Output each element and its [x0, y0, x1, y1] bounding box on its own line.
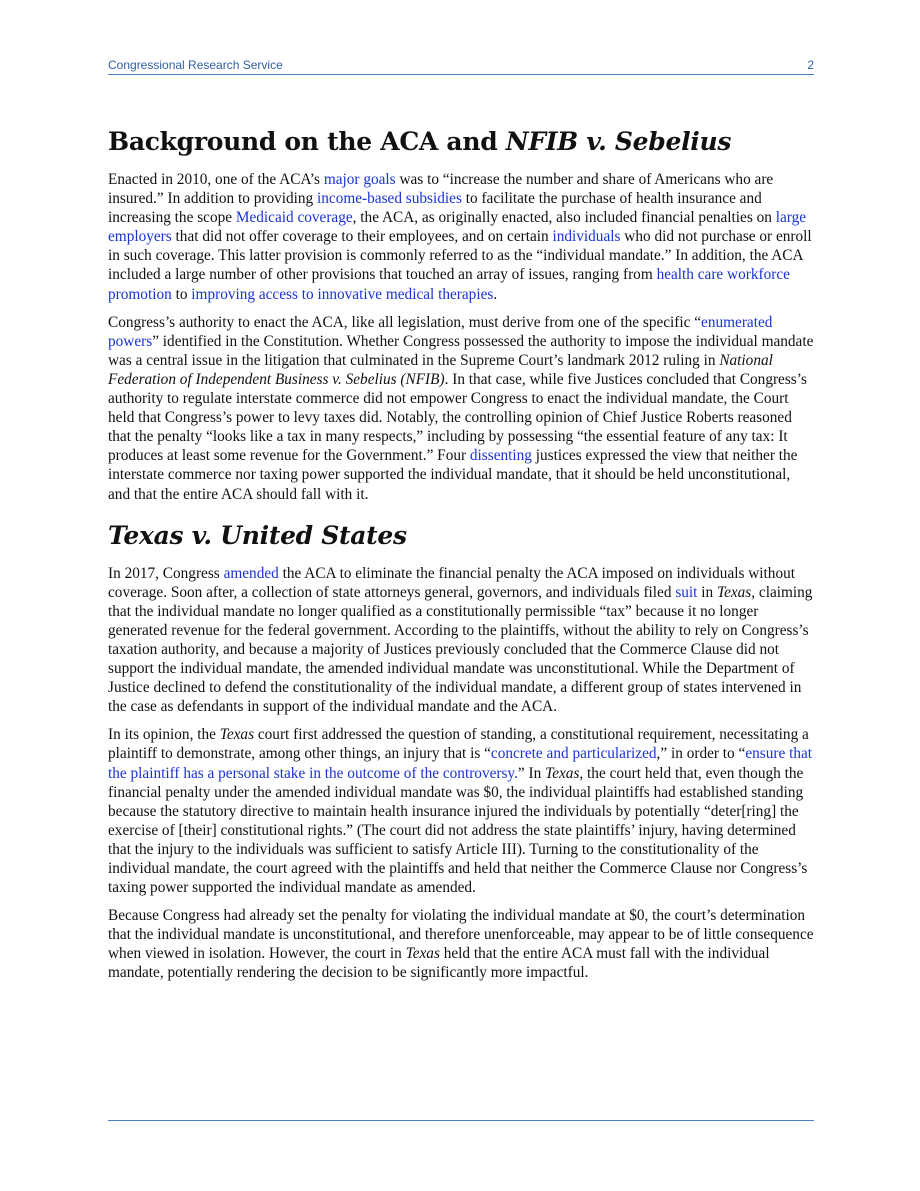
text-run: . In that case, while five Justices concluded that Congress’s authority to regulate interstate commerce did not empower Congress to enact the individual mandate, the Court held that Congress’s power to levy taxes did. Notably, the controlling opinion of Chief Justice Roberts reasoned that the penalty “looks like a tax in many respects,” including by possessing “the essential feature of any tax: It produces at least some revenue for the Government.” Four [108, 370, 807, 465]
text-run: held that the entire ACA must fall with the individual mandate, potentially rendering the decision to be significantly more impactful. [108, 945, 770, 982]
heading-texas-v-united-states: Texas v. United States [108, 520, 407, 550]
text-run: court first addressed the question of standing, a constitutional requirement, necessitating a plaintiff to demonstrate, among other things, an injury that is “ [108, 726, 809, 763]
paragraph-background-2 [108, 313, 814, 504]
header-organization: Congressional Research Service [108, 58, 283, 72]
text-run: justices expressed the view that neither the interstate commerce nor taxing power supported the individual mandate, that it should be held unconstitutional, and that the entire ACA should fall with it. [108, 447, 798, 503]
heading-background-text: Background on the ACA and [108, 127, 506, 156]
document-body [108, 124, 814, 992]
footer-rule [108, 1120, 814, 1121]
text-run: In 2017, Congress [108, 564, 224, 582]
text-run: to facilitate the purchase of health insurance and increasing the scope [108, 190, 762, 227]
link-health-care-workforce-promotion[interactable]: health care workforce promotion [108, 266, 790, 303]
link-income-based-subsidies[interactable]: income-based subsidies [317, 190, 462, 208]
text-run: In its opinion, the [108, 726, 220, 744]
paragraph-texas-3 [108, 906, 814, 982]
text-run: ” In [517, 764, 546, 782]
text-run: to [171, 285, 192, 303]
link-dissenting[interactable]: dissenting [469, 447, 532, 465]
case-name-texas: Texas [545, 764, 580, 782]
link-suit[interactable]: suit [675, 583, 698, 601]
text-run: ” identified in the Constitution. Whether Congress possessed the authority to impose the individual mandate was a central issue in the litigation that culminated in the Supreme Court’s landmark 2012 ruling in [108, 332, 814, 369]
text-run: , the ACA, as originally enacted, also included financial penalties on [352, 209, 776, 227]
case-name-nfib: National Federation of Independent Business v. Sebelius (NFIB) [108, 351, 773, 388]
text-run: ,” in order to “ [656, 745, 746, 763]
running-header [108, 58, 814, 75]
page-number: 2 [807, 58, 814, 72]
text-run: , claiming that the individual mandate no longer qualified as a constitutionally permissible “tax” because it no longer generated revenue for the federal government. According to the plaintiffs, without the ability to rely on Congress’s taxation authority, and because a majority of Justices previously concluded that the Commerce Clause did not support the individual mandate, the amended individual mandate was unconstitutional. While the Department of Justice declined to defend the constitutionality of the individual mandate, a different group of states intervened in the case as defendants in support of the individual mandate and the ACA. [108, 583, 813, 716]
heading-background-case: NFIB v. Sebelius [505, 127, 732, 156]
link-enumerated-powers[interactable]: enumerated powers [108, 313, 773, 350]
text-run: , the court held that, even though the financial penalty under the amended individual mandate was $0, the individual plaintiffs had established standing because the statutory directive to maintain health insurance injured the individuals by potentially “deter[ring] the exercise of [their] constitutional rights.” (The court did not address the state plaintiffs’ injury, having determined that the injury to the individuals was sufficient to satisfy Article III). Turning to the constitutionality of the individual mandate, the court agreed with the plaintiffs and held that neither the Commerce Clause nor Congress’s taxing power supported the individual mandate as amended. [108, 764, 808, 897]
paragraph-texas-2 [108, 725, 814, 897]
link-large-employers[interactable]: large employers [108, 209, 807, 246]
text-run: Because Congress had already set the penalty for violating the individual mandate at $0, the court’s determination that the individual mandate is unconstitutional, and therefore unenforceable, may appear to be of little consequence when viewed in isolation. However, the court in [108, 907, 814, 963]
text-run: Enacted in 2010, one of the ACA’s [108, 171, 324, 188]
text-run: was to “increase the number and share of Americans who are insured.” In addition to providing [108, 171, 774, 208]
case-name-texas: Texas [405, 945, 440, 963]
text-run: in [697, 583, 717, 601]
text-run: Congress’s authority to enact the ACA, like all legislation, must derive from one of the specific “ [108, 313, 702, 331]
paragraph-texas-1 [108, 564, 814, 717]
text-run: who did not purchase or enroll in such coverage. This latter provision is commonly referred to as the “individual mandate.” In addition, the ACA included a large number of other provisions that touched an array of issues, ranging from [108, 228, 812, 284]
link-medicaid-coverage[interactable]: Medicaid coverage [235, 209, 353, 227]
paragraph-background-1 [108, 170, 814, 304]
case-name-texas: Texas [716, 583, 752, 601]
link-major-goals[interactable]: major goals [323, 171, 396, 188]
case-name-texas: Texas [219, 726, 255, 744]
link-individuals[interactable]: individuals [552, 228, 621, 246]
text-run: that did not offer coverage to their employees, and on certain [171, 228, 553, 246]
heading-background [108, 124, 814, 160]
link-improving-access-therapies[interactable]: improving access to innovative medical therapies [191, 285, 494, 303]
link-amended[interactable]: amended [223, 564, 279, 582]
text-run: . [493, 285, 498, 303]
link-personal-stake[interactable]: ensure that the plaintiff has a personal stake in the outcome of the controversy. [108, 745, 813, 782]
text-run: the ACA to eliminate the financial penalty the ACA imposed on individuals without coverage. Soon after, a collection of state attorneys general, governors, and individuals filed [108, 564, 795, 601]
link-concrete-and-particularized[interactable]: concrete and particularized [490, 745, 657, 763]
